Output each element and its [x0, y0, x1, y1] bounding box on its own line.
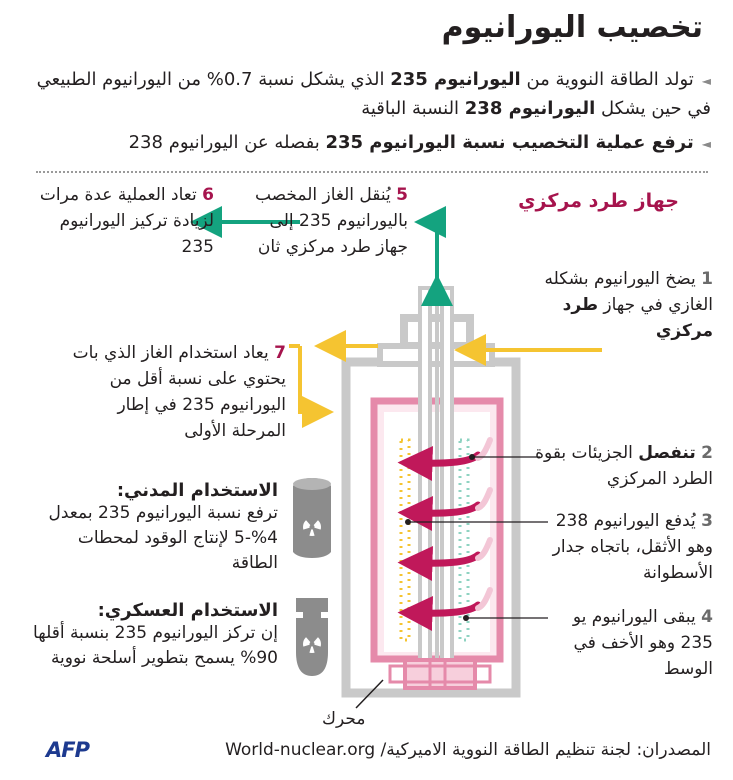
- step-number: 3: [701, 511, 713, 531]
- central-tube-right: [442, 288, 452, 660]
- step-bold: طرد مركزي: [562, 295, 713, 341]
- step-bold: تنفصل: [638, 443, 696, 463]
- step-4: [537, 604, 713, 682]
- step-1: [521, 266, 713, 344]
- step-5: [234, 182, 408, 260]
- intro-bold: ترفع عملية التخصيب نسبة اليورانيوم 235: [325, 132, 694, 153]
- intro-text: الذي يشكل نسبة 0.7% من اليورانيوم الطبيعي في حين يشكل: [36, 69, 711, 119]
- step-text: يعاد استخدام الغاز الذي بات يحتوي على نسبة أقل من اليورانيوم 235 في إطار المرحلة الأولى: [72, 343, 286, 441]
- intro-bold: اليورانيوم 235: [390, 69, 521, 90]
- step-number: 7: [274, 343, 286, 363]
- bullet-marker-icon: ◄: [701, 74, 711, 88]
- step-2: [535, 440, 713, 492]
- motor-label: محرك: [322, 709, 366, 729]
- centrifuge-label: جهاز طرد مركزي: [518, 190, 679, 212]
- step-text: يضخ اليورانيوم بشكله الغازي في جهاز: [544, 269, 713, 315]
- step-text: يُنقل الغاز المخصب باليورانيوم 235 إلى جهاز طرد مركزي ثان: [254, 185, 408, 257]
- civil-use: [30, 480, 278, 576]
- bomb-icon: [296, 598, 328, 676]
- source-credit: المصدران: لجنة تنظيم الطاقة النووية الاميركية/ World-nuclear.org: [225, 740, 711, 760]
- civil-use-text: ترفع نسبة اليورانيوم 235 بمعدل 4%-5 لإنتاج الوقود لمحطات الطاقة: [48, 503, 278, 573]
- military-use: [30, 600, 278, 671]
- motor: [405, 660, 475, 688]
- intro-bold: اليورانيوم 238: [464, 98, 596, 119]
- step-text: الجزيئات بقوة الطرد المركزي: [535, 443, 713, 489]
- step-number: 5: [396, 185, 408, 205]
- fuel-rod-icon: [293, 478, 331, 558]
- intro-text: النسبة الباقية: [361, 98, 465, 119]
- step-number: 4: [701, 607, 713, 627]
- bullet-marker-icon: ◄: [701, 137, 711, 151]
- step-3: [537, 508, 713, 586]
- page-title: تخصيب اليورانيوم: [441, 10, 703, 45]
- step-number: 2: [701, 443, 713, 463]
- central-tube-left: [420, 288, 430, 660]
- step-number: 1: [701, 269, 713, 289]
- intro-text: تولد الطاقة النووية من: [520, 69, 694, 90]
- step-text: يبقى اليورانيوم يو 235 وهو الأخف في الوسط: [572, 607, 713, 679]
- step-7: [58, 340, 286, 444]
- military-use-text: إن تركز اليورانيوم 235 بنسبة أقلها 90% يسمح بتطوير أسلحة نووية: [33, 623, 278, 668]
- intro-text: بفصله عن اليورانيوم 238: [128, 132, 326, 153]
- military-use-heading: الاستخدام العسكري:: [97, 600, 278, 621]
- step-text: تعاد العملية عدة مرات لزيادة تركيز اليورانيوم 235: [39, 185, 214, 257]
- step-number: 6: [202, 185, 214, 205]
- step-text: يُدفع اليورانيوم 238 وهو الأثقل، باتجاه جدار الأسطوانة: [552, 511, 713, 583]
- civil-use-heading: الاستخدام المدني:: [116, 480, 278, 501]
- afp-logo: AFP: [46, 738, 89, 762]
- step-6: [30, 182, 214, 260]
